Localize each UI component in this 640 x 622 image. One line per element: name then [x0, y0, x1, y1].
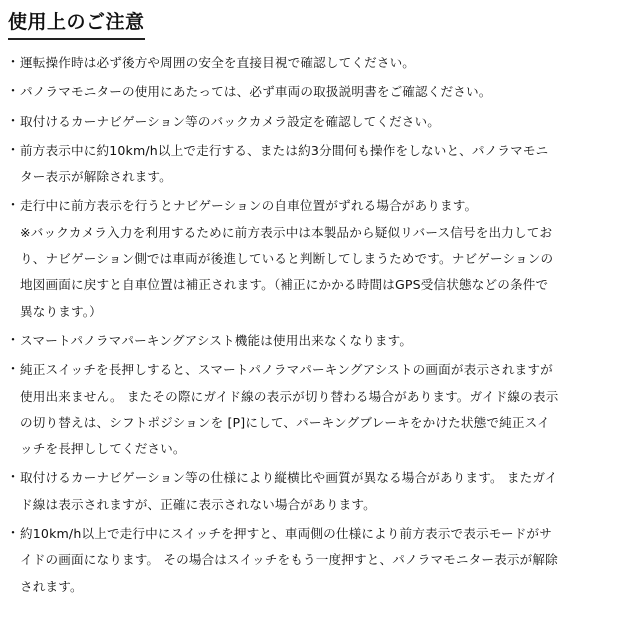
notice-line: ター表示が解除されます。	[20, 169, 172, 185]
notice-item	[6, 79, 634, 105]
notice-line: ※バックカメラ入力を利用するために前方表示中は本製品から疑似リバース信号を出力してお	[20, 224, 553, 240]
notice-line: 異なります。）	[20, 303, 102, 319]
notice-item-text	[20, 50, 634, 76]
notice-line: スマートパノラマパーキングアシスト機能は使用出来なくなります。	[20, 332, 413, 348]
notice-line: パノラマモニターの使用にあたっては、必ず車両の取扱説明書をご確認ください。	[20, 84, 492, 100]
notice-line: 使用出来ません。 またその際にガイド線の表示が切り替わる場合があります。ガイド線の表示	[20, 388, 559, 404]
bullet-mark: ・	[6, 84, 20, 100]
notice-item-text	[20, 465, 634, 518]
bullet-mark: ・	[6, 362, 20, 378]
notice-line: 走行中に前方表示を行うとナビゲーションの自車位置がずれる場合があります。	[20, 198, 478, 214]
notice-item-text	[20, 328, 634, 354]
bullet-mark: ・	[6, 113, 20, 129]
notice-item-text	[20, 109, 634, 135]
notice-item-text	[20, 193, 634, 324]
notice-item	[6, 193, 634, 324]
notice-line: 取付けるカーナビゲーション等の仕様により縦横比や画質が異なる場合があります。 またガイ	[20, 470, 558, 486]
notice-item	[6, 521, 634, 600]
notice-item-text	[20, 357, 634, 462]
title-underline	[8, 8, 145, 40]
notice-line: 運転操作時は必ず後方や周囲の安全を直接目視で確認してください。	[20, 55, 416, 70]
notice-line: 取付けるカーナビゲーション等のバックカメラ設定を確認してください。	[20, 113, 441, 129]
notice-item-text	[20, 521, 634, 600]
page-title: 使用上のご注意	[8, 11, 145, 33]
bullet-mark: ・	[6, 55, 20, 70]
notice-item-text	[20, 79, 634, 105]
notice-line: 純正スイッチを長押しすると、スマートパノラマパーキングアシストの画面が表示されますが	[20, 362, 553, 378]
notice-item	[6, 50, 634, 76]
notice-item	[6, 109, 634, 135]
bullet-mark: ・	[6, 526, 20, 542]
notice-item	[6, 357, 634, 462]
notice-line: ッチを長押ししてください。	[20, 441, 186, 457]
notice-line: ド線は表示されますが、正確に表示されない場合があります。	[20, 496, 376, 512]
notice-item	[6, 328, 634, 354]
notice-line: り、ナビゲーション側では車両が後進していると判断してしまうためです。ナビゲーションの	[20, 251, 554, 267]
notice-line: の切り替えは、シフトポジションを [P]にして、パーキングブレーキをかけた状態で純正スイ	[20, 414, 550, 430]
bullet-mark: ・	[6, 470, 20, 486]
bullet-mark: ・	[6, 332, 20, 348]
notice-list	[6, 50, 634, 600]
notice-item	[6, 465, 634, 518]
notice-line: 前方表示中に約10km/h以上で走行する、または約3分間何も操作をしないと、パノラマモニ	[20, 142, 549, 158]
notice-line: されます。	[20, 578, 83, 594]
notice-line: イドの画面になります。 その場合はスイッチをもう一度押すと、パノラマモニター表示が解除	[20, 552, 558, 568]
notice-line: 地図画面に戻すと自車位置は補正されます。（補正にかかる時間はGPS受信状態などの条件で	[20, 277, 549, 293]
bullet-mark: ・	[6, 142, 20, 158]
bullet-mark: ・	[6, 198, 20, 214]
notice-line: 約10km/h以上で走行中にスイッチを押すと、車両側の仕様により前方表示で表示モードがサ	[20, 526, 552, 542]
notice-item-text	[20, 138, 634, 191]
notice-item	[6, 138, 634, 191]
